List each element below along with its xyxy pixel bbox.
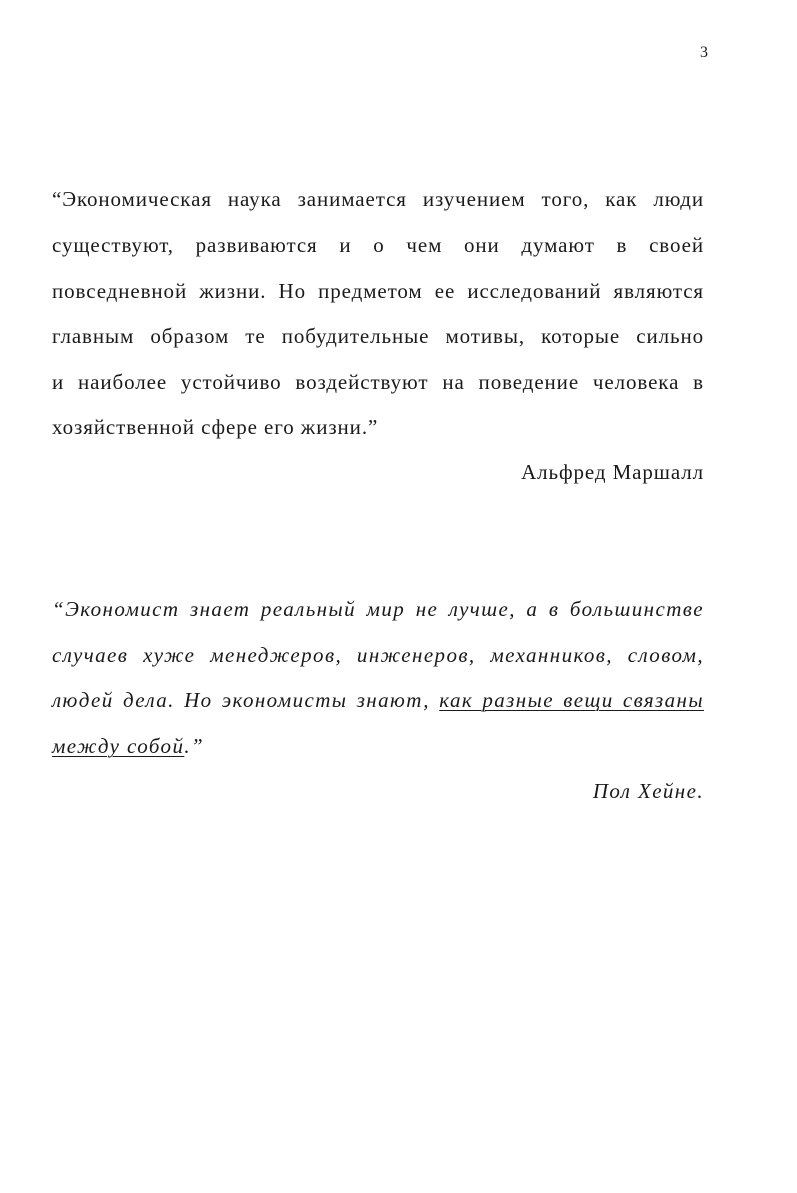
quote-heyne-author: Пол Хейне. — [592, 779, 704, 803]
quote-marshall-line-2: существуют, развиваются и о чем они думают в своей — [52, 233, 704, 257]
quote-heyne-line-4 — [52, 732, 704, 760]
quote-marshall-line-4: главным образом те побудительные мотивы, которые сильно — [52, 324, 704, 348]
quote-marshall-line-6: хозяйственной сфере его жизни.” — [52, 415, 379, 439]
quote-marshall-line-1: “Экономическая наука занимается изучением того, как люди — [52, 187, 704, 211]
quote-heyne-line-3-underlined: как разные вещи связаны — [439, 688, 704, 712]
quote-heyne-line-3-plain: людей дела. Но экономисты знают, — [52, 688, 440, 712]
quote-marshall-line-3: повседневной жизни. Но предметом ее исследований являются — [52, 279, 704, 303]
quote-heyne-line-1: “Экономист знает реальный мир не лучше, а в большинстве — [52, 597, 704, 621]
quote-heyne-line-2: случаев хуже менеджеров, инженеров, механников, словом, — [52, 643, 704, 667]
quote-marshall-line-5: и наиболее устойчиво воздействуют на поведение человека в — [52, 370, 704, 394]
page-number: 3 — [700, 44, 708, 61]
quote-heyne-line-4-underlined: между собой — [52, 734, 185, 758]
quote-marshall-author: Альфред Маршалл — [521, 460, 704, 484]
quote-heyne-line-3 — [52, 686, 704, 714]
quote-heyne-line-4-tail: .” — [184, 734, 205, 758]
